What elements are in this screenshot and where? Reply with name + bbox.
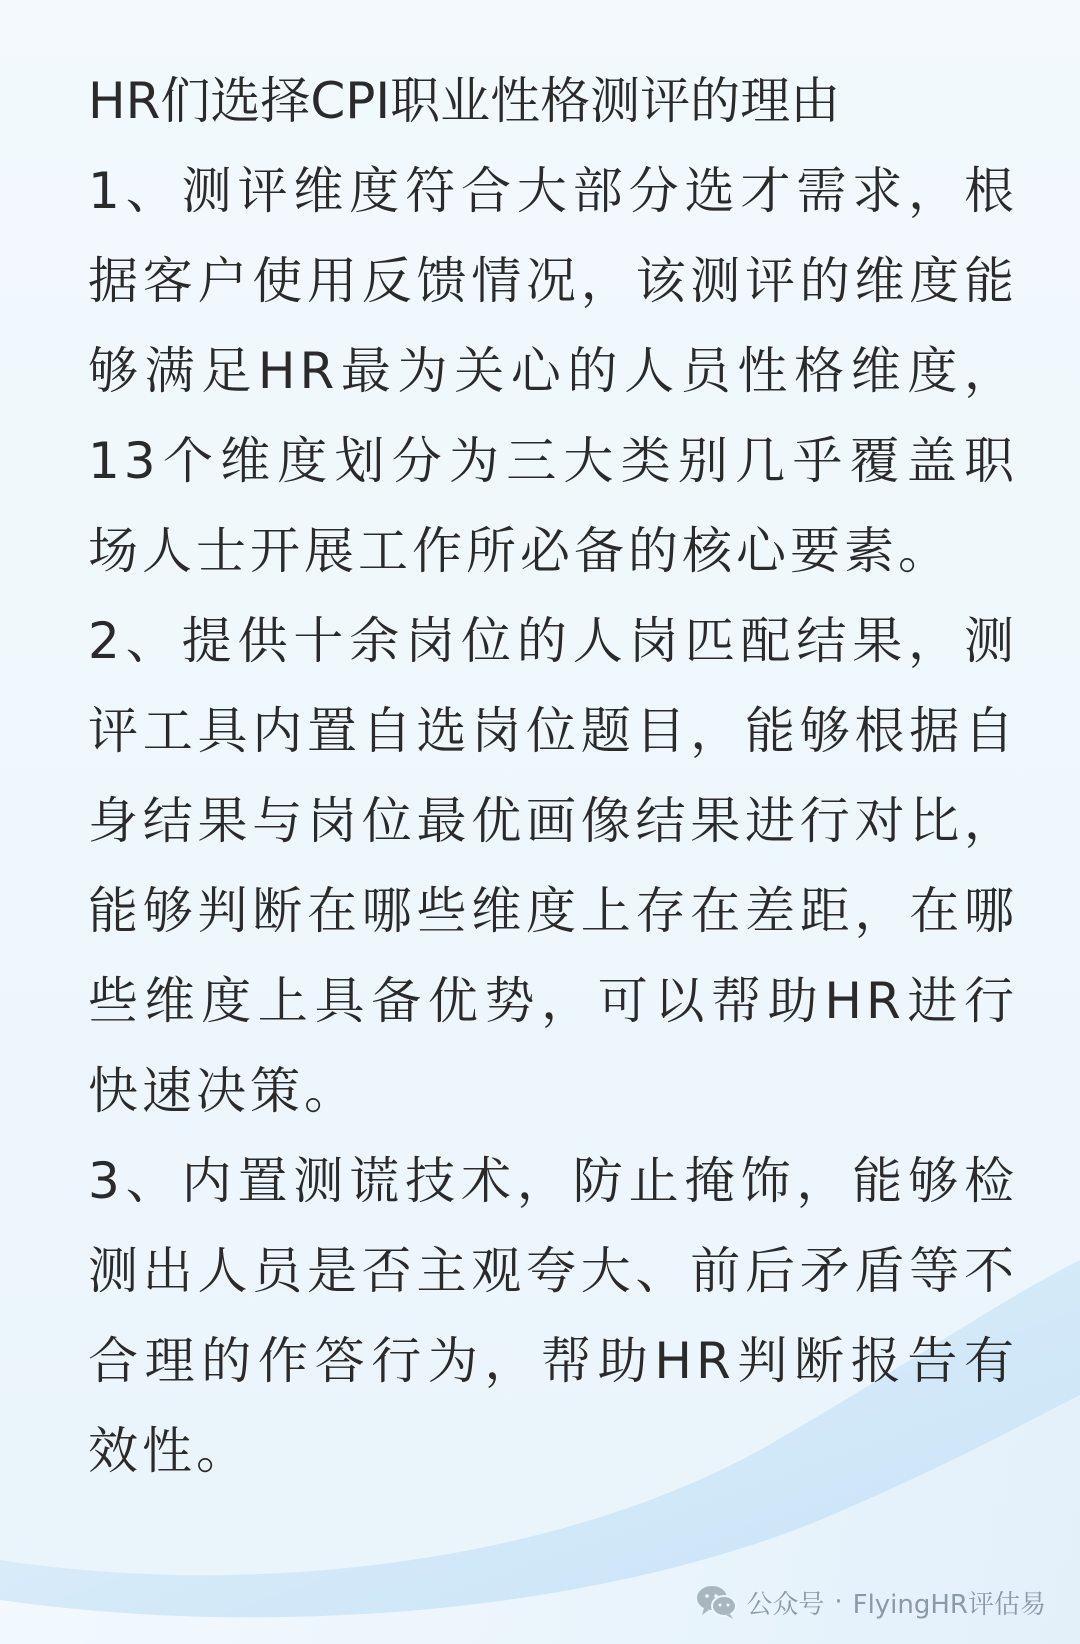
- watermark-footer: [696, 1578, 1046, 1626]
- paragraph-1: 1、测评维度符合大部分选才需求，根据客户使用反馈情况，该测评的维度能够满足HR最为关心的人员性格维度，13个维度划分为三大类别几乎覆盖职场人士开展工作所必备的核心要素。: [88, 162, 1018, 580]
- article-title: HR们选择CPI职业性格测评的理由: [88, 72, 841, 130]
- paragraph-2: 2、提供十余岗位的人岗匹配结果，测评工具内置自选岗位题目，能够根据自身结果与岗位最优画像结果进行对比，能够判断在哪些维度上存在差距，在哪些维度上具备优势，可以帮助HR进行快速决策。: [88, 612, 1018, 1120]
- footer-prefix: 公众号: [746, 1589, 825, 1620]
- footer-account-name: FlyingHR评估易: [852, 1589, 1046, 1620]
- wechat-icon: [696, 1584, 738, 1620]
- paragraph-3: 3、内置测谎技术，防止掩饰，能够检测出人员是否主观夸大、前后矛盾等不合理的作答行为，帮助HR判断报告有效性。: [88, 1152, 1018, 1480]
- footer-separator: ·: [834, 1587, 843, 1617]
- article-body: [88, 56, 1018, 1496]
